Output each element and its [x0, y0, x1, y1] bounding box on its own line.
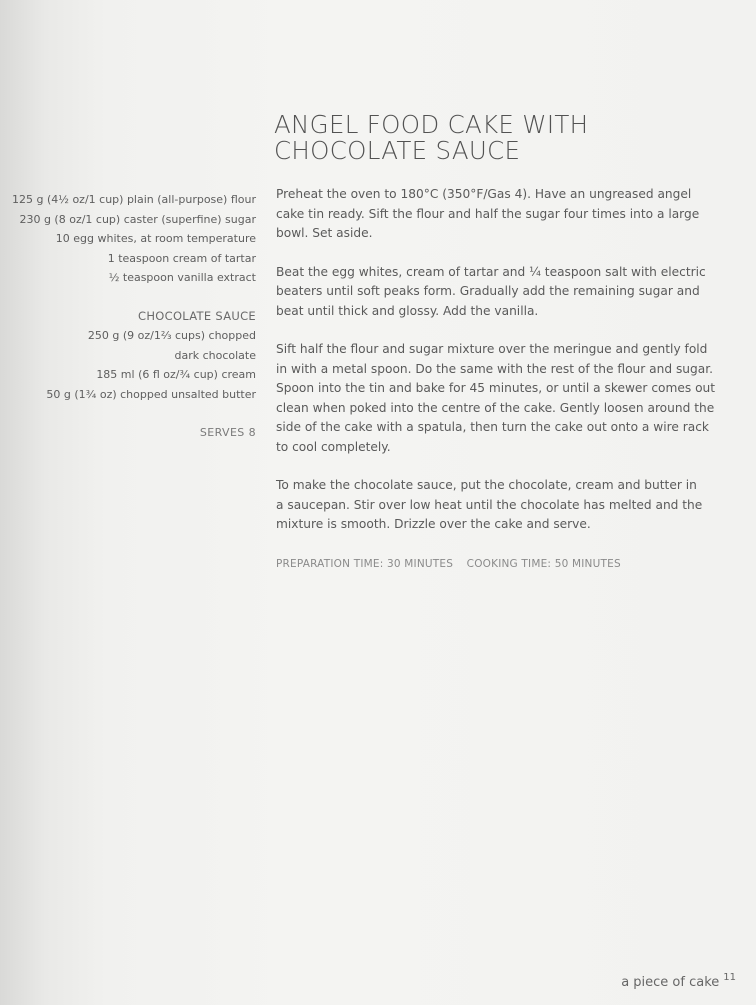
method-line: Beat the egg whites, cream of tartar and ¼ teaspoon salt with electric [276, 264, 706, 279]
ingredient-item: 1 teaspoon cream of tartar [107, 251, 256, 265]
page-number: 11 [723, 972, 736, 983]
sauce-ingredient-item: 50 g (1¾ oz) chopped unsalted butter [46, 387, 256, 401]
recipe-title-line-2: CHOCOLATE SAUCE [274, 136, 521, 165]
method-paragraph [276, 340, 716, 457]
method-line: side of the cake with a spatula, then turn the cake out onto a wire rack [276, 420, 709, 434]
page-footer [621, 972, 736, 990]
ingredient-item: 125 g (4½ oz/1 cup) plain (all-purpose) flour [12, 193, 256, 206]
method-line: To make the chocolate sauce, put the chocolate, cream and butter in [276, 478, 697, 492]
sauce-ingredient-item: 185 ml (6 fl oz/¾ cup) cream [96, 368, 256, 381]
serves-note: SERVES 8 [199, 426, 256, 439]
method-line: clean when poked into the centre of the cake. Gently loosen around the [276, 400, 715, 415]
section-name: a piece of cake [621, 975, 720, 990]
recipe-title-line-1: ANGEL FOOD CAKE WITH [274, 110, 589, 139]
method-line: beaters until soft peaks form. Gradually add the remaining sugar and [276, 284, 700, 298]
method-paragraph [276, 476, 716, 535]
timing-info [276, 558, 621, 570]
method-line: in with a metal spoon. Do the same with the rest of the flour and sugar. [276, 361, 713, 376]
method-line: mixture is smooth. Drizzle over the cake and serve. [276, 517, 591, 531]
method-line: beat until thick and glossy. Add the vanilla. [276, 303, 539, 318]
ingredient-item: 230 g (8 oz/1 cup) caster (superfine) sugar [19, 212, 256, 226]
cooking-time: COOKING TIME: 50 MINUTES [466, 558, 621, 570]
method-paragraph [276, 263, 716, 322]
method-paragraph [276, 185, 716, 244]
sauce-ingredient-item: 250 g (9 oz/1⅔ cups) chopped [87, 329, 256, 342]
recipe-title [274, 112, 714, 164]
method-line: a saucepan. Stir over low heat until the chocolate has melted and the [276, 497, 703, 512]
method-text [276, 185, 716, 554]
method-line: Spoon into the tin and bake for 45 minutes, or until a skewer comes out [276, 381, 716, 395]
ingredient-item: ½ teaspoon vanilla extract [108, 271, 256, 284]
method-line: to cool completely. [276, 439, 391, 454]
method-line: Preheat the oven to 180°C (350°F/Gas 4). Have an ungreased angel [276, 187, 692, 201]
method-line: bowl. Set aside. [276, 226, 373, 240]
method-line: cake tin ready. Sift the flour and half the sugar four times into a large [276, 206, 700, 221]
ingredients-list [0, 190, 256, 443]
sauce-ingredient-item: dark chocolate [174, 348, 256, 362]
sauce-heading: CHOCOLATE SAUCE [138, 308, 256, 323]
preparation-time: PREPARATION TIME: 30 MINUTES [276, 558, 454, 570]
ingredient-item: 10 egg whites, at room temperature [55, 232, 256, 245]
method-line: Sift half the flour and sugar mixture over the meringue and gently fold [276, 342, 708, 356]
